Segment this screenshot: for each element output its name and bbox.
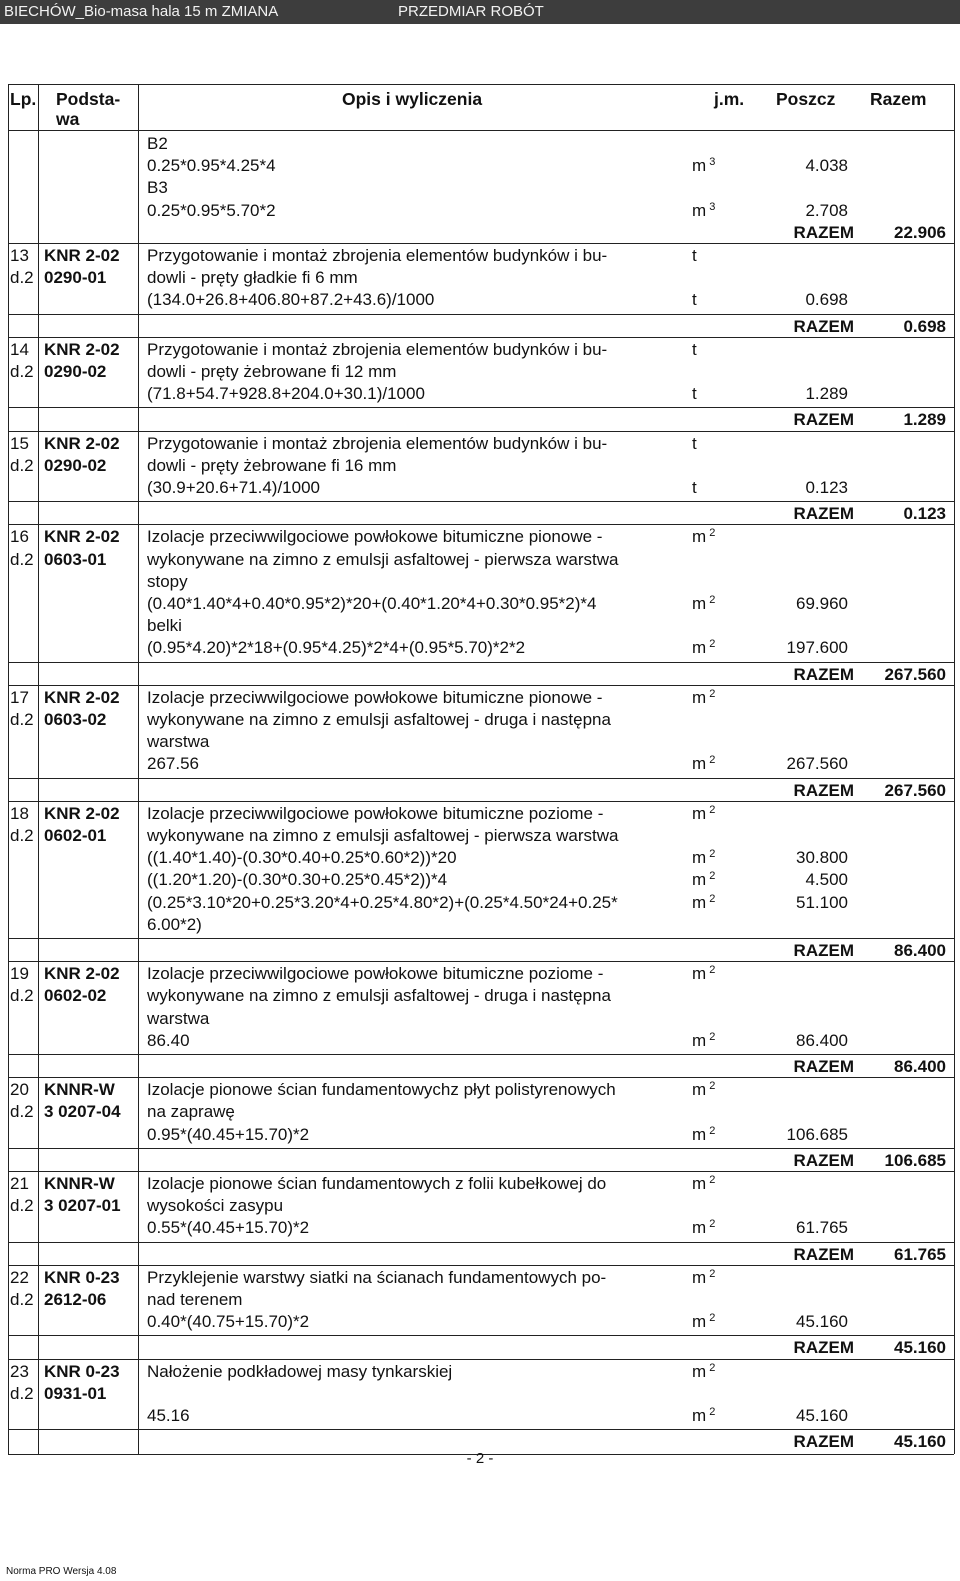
item-separator-rule bbox=[8, 1265, 954, 1266]
unit-base: m bbox=[692, 1030, 707, 1050]
partial-value: 0.698 bbox=[805, 290, 848, 310]
razem-rule bbox=[8, 1429, 954, 1430]
razem-rule bbox=[8, 938, 954, 939]
unit-base: m bbox=[692, 1406, 707, 1425]
document-title: PRZEDMIAR ROBÓT bbox=[398, 3, 544, 20]
catalog-code: KNR 2-02 bbox=[44, 803, 120, 823]
unit-exponent: 2 bbox=[706, 1080, 716, 1093]
item-number: 14 bbox=[10, 339, 29, 359]
partial-value: 86.400 bbox=[796, 1030, 848, 1050]
item-description: na zaprawę bbox=[147, 1102, 235, 1122]
item-description: Izolacje przeciwwilgociowe powłokowe bitumiczne poziome - bbox=[147, 964, 604, 984]
item-subnumber: d.2 bbox=[10, 362, 34, 381]
razem-rule bbox=[8, 1335, 954, 1336]
unit-exponent: 2 bbox=[706, 803, 716, 816]
unit-cell: t bbox=[692, 478, 697, 497]
column-rule bbox=[954, 84, 955, 1454]
item-description: Izolacje pionowe ścian fundamentowychz płyt polistyrenowych bbox=[147, 1080, 616, 1100]
unit-cell bbox=[692, 1268, 715, 1288]
item-separator-rule bbox=[8, 1359, 954, 1360]
item-description: dowli - pręty gładkie fi 6 mm bbox=[147, 268, 358, 288]
catalog-code-position: 0290-02 bbox=[44, 455, 107, 475]
item-subnumber: d.2 bbox=[10, 826, 34, 845]
partial-value: 2.708 bbox=[805, 200, 848, 220]
catalog-code-position: 0602-01 bbox=[44, 826, 107, 845]
catalog-code-position: 0602-02 bbox=[44, 986, 107, 1006]
item-description: wykonywane na zimno z emulsji asfaltowej - druga i następna bbox=[147, 710, 611, 729]
calc-line: (30.9+20.6+71.4)/1000 bbox=[147, 478, 320, 497]
item-description: dowli - pręty żebrowane fi 12 mm bbox=[147, 362, 397, 381]
item-number: 23 bbox=[10, 1361, 29, 1381]
column-rule bbox=[38, 84, 39, 1454]
razem-rule bbox=[8, 1054, 954, 1055]
column-rule bbox=[138, 84, 139, 1454]
catalog-code: KNR 0-23 bbox=[44, 1361, 120, 1381]
item-separator-rule bbox=[8, 685, 954, 686]
razem-label: RAZEM bbox=[793, 941, 854, 960]
unit-cell bbox=[692, 527, 715, 547]
item-number: 18 bbox=[10, 803, 29, 823]
razem-value: 22.906 bbox=[894, 222, 946, 242]
partial-value: 1.289 bbox=[805, 384, 848, 404]
calc-line: 0.25*0.95*4.25*4 bbox=[147, 156, 276, 176]
unit-exponent: 2 bbox=[706, 1361, 716, 1374]
catalog-code: KNR 0-23 bbox=[44, 1267, 120, 1287]
partial-value: 30.800 bbox=[796, 848, 848, 868]
catalog-code: KNR 2-02 bbox=[44, 527, 120, 547]
header-top-rule bbox=[8, 84, 954, 85]
item-separator-rule bbox=[8, 961, 954, 962]
unit-base: m bbox=[692, 848, 707, 868]
unit-base: m bbox=[692, 892, 707, 912]
razem-value: 0.698 bbox=[903, 316, 946, 336]
item-description: warstwa bbox=[147, 1008, 210, 1028]
unit-cell: t bbox=[692, 339, 697, 359]
unit-base: m bbox=[692, 1080, 707, 1100]
document-header-bar bbox=[0, 0, 960, 24]
unit-exponent: 2 bbox=[706, 1312, 716, 1325]
item-subnumber: d.2 bbox=[10, 710, 34, 729]
item-subnumber: d.2 bbox=[10, 549, 34, 569]
item-description: Izolacje przeciwwilgociowe powłokowe bitumiczne pionowe - bbox=[147, 687, 603, 707]
unit-cell bbox=[692, 804, 715, 824]
item-description: Izolacje przeciwwilgociowe powłokowe bitumiczne poziome - bbox=[147, 803, 604, 823]
unit-exponent: 2 bbox=[706, 1030, 716, 1043]
calc-line: 267.56 bbox=[147, 754, 199, 774]
item-separator-rule bbox=[8, 1077, 954, 1078]
razem-rule bbox=[8, 1148, 954, 1149]
item-separator-rule bbox=[8, 1171, 954, 1172]
item-description: wykonywane na zimno z emulsji asfaltowej - pierwsza warstwa bbox=[147, 826, 619, 845]
item-description: nad terenem bbox=[147, 1290, 243, 1309]
razem-value: 61.765 bbox=[894, 1244, 946, 1264]
project-name: BIECHÓW_Bio-masa hala 15 m ZMIANA bbox=[4, 3, 279, 20]
calc-line: (71.8+54.7+928.8+204.0+30.1)/1000 bbox=[147, 384, 425, 404]
calc-line: (0.25*3.10*20+0.25*3.20*4+0.25*4.80*2)+(0.25*4.50*24+0.25* bbox=[147, 892, 618, 912]
catalog-code-position: 0290-01 bbox=[44, 268, 107, 288]
catalog-code-position: 3 0207-04 bbox=[44, 1102, 121, 1122]
unit-exponent: 2 bbox=[706, 1218, 716, 1231]
unit-cell bbox=[692, 1362, 715, 1382]
razem-label: RAZEM bbox=[793, 664, 854, 684]
partial-value: 267.560 bbox=[786, 754, 848, 774]
item-description: Przygotowanie i montaż zbrojenia elementów budynków i bu- bbox=[147, 433, 608, 453]
unit-exponent: 2 bbox=[706, 1174, 716, 1186]
item-separator-rule bbox=[8, 524, 954, 525]
unit-exponent: 2 bbox=[706, 1124, 716, 1137]
item-description: Izolacje pionowe ścian fundamentowych z folii kubełkowej do bbox=[147, 1174, 607, 1193]
item-number: 15 bbox=[10, 433, 29, 453]
partial-value: 106.685 bbox=[786, 1124, 848, 1144]
catalog-code-position: 0290-02 bbox=[44, 362, 107, 381]
razem-label: RAZEM bbox=[793, 1432, 854, 1452]
calc-line: ((1.20*1.20)-(0.30*0.30+0.25*0.45*2))*4 bbox=[147, 870, 448, 890]
item-description: dowli - pręty żebrowane fi 16 mm bbox=[147, 455, 397, 475]
catalog-code-position: 3 0207-01 bbox=[44, 1196, 121, 1216]
item-subnumber: d.2 bbox=[10, 1102, 34, 1122]
item-subnumber: d.2 bbox=[10, 455, 34, 475]
calc-line: (0.95*4.20)*2*18+(0.95*4.25)*2*4+(0.95*5.70)*2*2 bbox=[147, 638, 526, 658]
unit-exponent: 3 bbox=[706, 156, 716, 169]
unit-exponent: 2 bbox=[706, 848, 716, 861]
razem-rule bbox=[8, 662, 954, 663]
unit-exponent: 2 bbox=[706, 638, 716, 651]
partial-value: 45.160 bbox=[796, 1406, 848, 1425]
unit-exponent: 2 bbox=[706, 527, 716, 540]
item-separator-rule bbox=[8, 337, 954, 338]
catalog-code-position: 0931-01 bbox=[44, 1383, 107, 1403]
unit-base: m bbox=[692, 1312, 707, 1332]
item-description: Przygotowanie i montaż zbrojenia elementów budynków i bu- bbox=[147, 339, 608, 359]
razem-value: 106.685 bbox=[884, 1150, 946, 1170]
unit-base: m bbox=[692, 1218, 707, 1238]
catalog-code: KNNR-W bbox=[44, 1080, 115, 1100]
calc-line: (0.40*1.40*4+0.40*0.95*2)*20+(0.40*1.20*4+0.30*0.95*2)*4 bbox=[147, 594, 597, 613]
partial-value: 197.600 bbox=[786, 638, 848, 658]
razem-label: RAZEM bbox=[793, 316, 854, 336]
calc-line: 0.40*(40.75+15.70)*2 bbox=[147, 1312, 310, 1332]
bill-of-quantities-table bbox=[8, 84, 954, 1452]
unit-base: m bbox=[692, 1124, 707, 1144]
calc-line: 86.40 bbox=[147, 1030, 190, 1050]
unit-base: m bbox=[692, 527, 707, 547]
unit-cell: t bbox=[692, 290, 697, 310]
item-subnumber: d.2 bbox=[10, 1383, 34, 1403]
unit-base: m bbox=[692, 687, 707, 707]
unit-exponent: 3 bbox=[706, 200, 716, 213]
item-number: 22 bbox=[10, 1267, 29, 1287]
header-poszcz: Poszcz bbox=[776, 89, 836, 109]
catalog-code: KNNR-W bbox=[44, 1174, 115, 1193]
header-jm: j.m. bbox=[714, 89, 745, 109]
razem-value: 45.160 bbox=[894, 1432, 946, 1452]
partial-value: 51.100 bbox=[796, 892, 848, 912]
razem-label: RAZEM bbox=[793, 780, 854, 800]
calc-line: stopy bbox=[147, 571, 188, 591]
unit-exponent: 2 bbox=[706, 870, 716, 883]
item-description: Przygotowanie i montaż zbrojenia elementów budynków i bu- bbox=[147, 246, 608, 265]
item-subnumber: d.2 bbox=[10, 986, 34, 1006]
catalog-code-position: 2612-06 bbox=[44, 1290, 107, 1309]
item-number: 20 bbox=[10, 1080, 29, 1100]
calc-line: B3 bbox=[147, 178, 168, 198]
item-separator-rule bbox=[8, 801, 954, 802]
unit-base: m bbox=[692, 754, 707, 774]
item-description: Nałożenie podkładowej masy tynkarskiej bbox=[147, 1361, 453, 1381]
column-rule bbox=[8, 84, 9, 1454]
razem-label: RAZEM bbox=[793, 410, 854, 430]
item-number: 17 bbox=[10, 687, 29, 707]
catalog-code-position: 0603-02 bbox=[44, 710, 107, 729]
unit-exponent: 2 bbox=[706, 964, 716, 977]
catalog-code: KNR 2-02 bbox=[44, 687, 120, 707]
item-description: wysokości zasypu bbox=[147, 1196, 284, 1216]
razem-label: RAZEM bbox=[793, 1338, 854, 1358]
item-number: 16 bbox=[10, 527, 29, 547]
unit-cell bbox=[692, 1174, 715, 1194]
unit-base: m bbox=[692, 1361, 707, 1381]
unit-exponent: 2 bbox=[706, 687, 716, 700]
razem-value: 86.400 bbox=[894, 941, 946, 960]
unit-base: m bbox=[692, 964, 707, 984]
item-description: Izolacje przeciwwilgociowe powłokowe bitumiczne pionowe - bbox=[147, 527, 603, 547]
razem-label: RAZEM bbox=[793, 222, 854, 242]
razem-value: 45.160 bbox=[894, 1338, 946, 1358]
razem-value: 267.560 bbox=[884, 664, 946, 684]
unit-exponent: 2 bbox=[706, 892, 716, 905]
item-subnumber: d.2 bbox=[10, 1290, 34, 1309]
razem-label: RAZEM bbox=[793, 504, 854, 524]
item-subnumber: d.2 bbox=[10, 1196, 34, 1216]
header-opis: Opis i wyliczenia bbox=[342, 89, 483, 109]
unit-base: m bbox=[692, 1267, 707, 1287]
razem-label: RAZEM bbox=[793, 1150, 854, 1170]
item-description: Przyklejenie warstwy siatki na ścianach fundamentowych po- bbox=[147, 1267, 607, 1287]
calc-line: belki bbox=[147, 616, 182, 636]
unit-cell: t bbox=[692, 246, 697, 265]
catalog-code: KNR 2-02 bbox=[44, 964, 120, 984]
partial-value: 61.765 bbox=[796, 1218, 848, 1238]
razem-rule bbox=[8, 1242, 954, 1243]
unit-cell: t bbox=[692, 433, 697, 453]
unit-base: m bbox=[692, 594, 707, 613]
razem-label: RAZEM bbox=[793, 1057, 854, 1076]
unit-exponent: 2 bbox=[706, 754, 716, 767]
item-subnumber: d.2 bbox=[10, 268, 34, 288]
calc-line: 0.55*(40.45+15.70)*2 bbox=[147, 1218, 310, 1238]
catalog-code: KNR 2-02 bbox=[44, 246, 120, 265]
catalog-code: KNR 2-02 bbox=[44, 433, 120, 453]
partial-value: 4.038 bbox=[805, 156, 848, 176]
unit-base: m bbox=[692, 200, 707, 220]
software-version: Norma PRO Wersja 4.08 bbox=[6, 1566, 117, 1577]
calc-line: 0.95*(40.45+15.70)*2 bbox=[147, 1124, 310, 1144]
partial-value: 45.160 bbox=[796, 1312, 848, 1332]
unit-cell bbox=[692, 688, 715, 708]
calc-line: (134.0+26.8+406.80+87.2+43.6)/1000 bbox=[147, 290, 435, 310]
unit-base: m bbox=[692, 638, 707, 658]
razem-rule bbox=[8, 314, 954, 315]
razem-rule bbox=[8, 407, 954, 408]
item-separator-rule bbox=[8, 431, 954, 432]
catalog-code: KNR 2-02 bbox=[44, 339, 120, 359]
razem-value: 86.400 bbox=[894, 1057, 946, 1076]
razem-value: 1.289 bbox=[903, 410, 946, 430]
partial-value: 69.960 bbox=[796, 594, 848, 613]
razem-label: RAZEM bbox=[793, 1244, 854, 1264]
razem-rule bbox=[8, 501, 954, 502]
unit-base: m bbox=[692, 870, 707, 890]
unit-exponent: 2 bbox=[706, 1406, 716, 1418]
unit-cell bbox=[692, 1080, 715, 1100]
item-number: 19 bbox=[10, 964, 29, 984]
calc-line: 45.16 bbox=[147, 1406, 190, 1425]
item-description: warstwa bbox=[147, 732, 210, 752]
item-description: wykonywane na zimno z emulsji asfaltowej - druga i następna bbox=[147, 986, 611, 1006]
item-separator-rule bbox=[8, 243, 954, 244]
unit-exponent: 2 bbox=[706, 594, 716, 606]
partial-value: 4.500 bbox=[805, 870, 848, 890]
calc-line: ((1.40*1.40)-(0.30*0.40+0.25*0.60*2))*20 bbox=[147, 848, 457, 868]
unit-base: m bbox=[692, 803, 707, 823]
header-bottom-rule bbox=[8, 130, 954, 131]
razem-value: 267.560 bbox=[884, 780, 946, 800]
header-podstawa: Podsta- bbox=[56, 89, 121, 109]
calc-line: 6.00*2) bbox=[147, 914, 202, 934]
calc-line: 0.25*0.95*5.70*2 bbox=[147, 200, 276, 220]
item-number: 21 bbox=[10, 1174, 29, 1193]
unit-cell: t bbox=[692, 384, 697, 404]
partial-value: 0.123 bbox=[805, 478, 848, 497]
page-number: - 2 - bbox=[466, 1450, 494, 1467]
razem-rule bbox=[8, 778, 954, 779]
header-lp: Lp. bbox=[10, 89, 37, 109]
razem-value: 0.123 bbox=[903, 504, 946, 524]
catalog-code-position: 0603-01 bbox=[44, 549, 107, 569]
item-number: 13 bbox=[10, 246, 29, 265]
unit-exponent: 2 bbox=[706, 1267, 716, 1280]
item-description: wykonywane na zimno z emulsji asfaltowej - pierwsza warstwa bbox=[147, 549, 619, 569]
header-razem: Razem bbox=[870, 89, 927, 109]
unit-cell bbox=[692, 964, 715, 984]
header-podstawa-cont: wa bbox=[56, 109, 80, 129]
unit-base: m bbox=[692, 156, 707, 176]
calc-line: B2 bbox=[147, 134, 168, 153]
unit-base: m bbox=[692, 1174, 707, 1193]
